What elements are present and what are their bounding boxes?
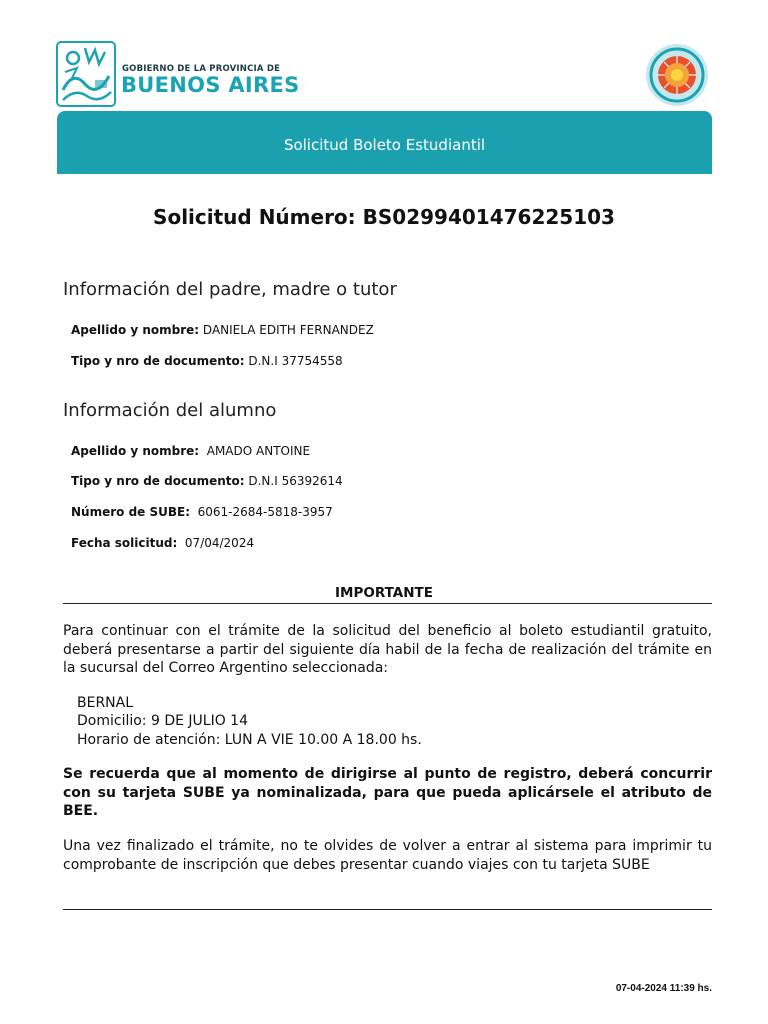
gov-big-text: BUENOS AIRES bbox=[121, 73, 300, 97]
field-label: Tipo y nro de documento: bbox=[71, 474, 245, 488]
alumno-sube-field bbox=[71, 505, 333, 519]
divider-bottom bbox=[63, 909, 712, 910]
sube-reminder: Se recuerda que al momento de dirigirse al punto de registro, deberá concurrir con su tarjeta SUBE ya nominalizada, para que pueda aplicársele el atributo de BEE. bbox=[63, 766, 712, 819]
field-label: Tipo y nro de documento: bbox=[71, 354, 245, 368]
alumno-name-field bbox=[71, 444, 310, 458]
banner-title: Solicitud Boleto Estudiantil bbox=[283, 136, 486, 154]
tutor-heading: Información del padre, madre o tutor bbox=[63, 279, 397, 300]
importante-title: IMPORTANTE bbox=[335, 585, 433, 601]
field-value: 6061-2684-5818-3957 bbox=[190, 505, 333, 519]
field-value: 07/04/2024 bbox=[177, 536, 255, 550]
alumno-doc-field bbox=[71, 474, 343, 488]
sucursal-domicilio: Domicilio: 9 DE JULIO 14 bbox=[77, 713, 248, 729]
field-label: Apellido y nombre: bbox=[71, 323, 200, 337]
tutor-doc-field bbox=[71, 354, 343, 368]
closing-paragraph: Una vez finalizado el trámite, no te olvides de volver a entrar al sistema para imprimir tu comprobante de inscripción que debes presentar cuando viajes con tu tarjeta SUBE bbox=[63, 838, 712, 873]
instructions-paragraph: Para continuar con el trámite de la solicitud del beneficio al boleto estudiantil gratuito, deberá presentarse a partir del siguiente día habil de la fecha de realización del trámite en la sucursal del Correo Argentino seleccionada: bbox=[63, 623, 712, 676]
print-timestamp: 07-04-2024 11:39 hs. bbox=[615, 983, 712, 994]
field-label: Fecha solicitud: bbox=[71, 536, 178, 550]
province-logo bbox=[55, 40, 300, 108]
sun-emblem-icon bbox=[645, 43, 709, 107]
field-label: Número de SUBE: bbox=[71, 505, 191, 519]
field-value: DANIELA EDITH FERNANDEZ bbox=[199, 323, 374, 337]
field-label: Apellido y nombre: bbox=[71, 444, 200, 458]
gov-small-text: GOBIERNO DE LA PROVINCIA DE bbox=[122, 64, 281, 74]
sucursal-horario: Horario de atención: LUN A VIE 10.00 A 18.00 hs. bbox=[77, 732, 422, 748]
alumno-fecha-field bbox=[71, 536, 254, 550]
tutor-name-field bbox=[71, 323, 374, 337]
divider-top bbox=[63, 603, 712, 604]
title-banner bbox=[57, 111, 712, 174]
alumno-heading: Información del alumno bbox=[63, 400, 277, 421]
province-logo-icon bbox=[55, 40, 117, 108]
solicitud-number: Solicitud Número: BS0299401476225103 bbox=[153, 205, 615, 229]
field-value: D.N.I 56392614 bbox=[244, 474, 343, 488]
sucursal-name: BERNAL bbox=[77, 695, 134, 711]
field-value: D.N.I 37754558 bbox=[244, 354, 343, 368]
field-value: AMADO ANTOINE bbox=[199, 444, 311, 458]
